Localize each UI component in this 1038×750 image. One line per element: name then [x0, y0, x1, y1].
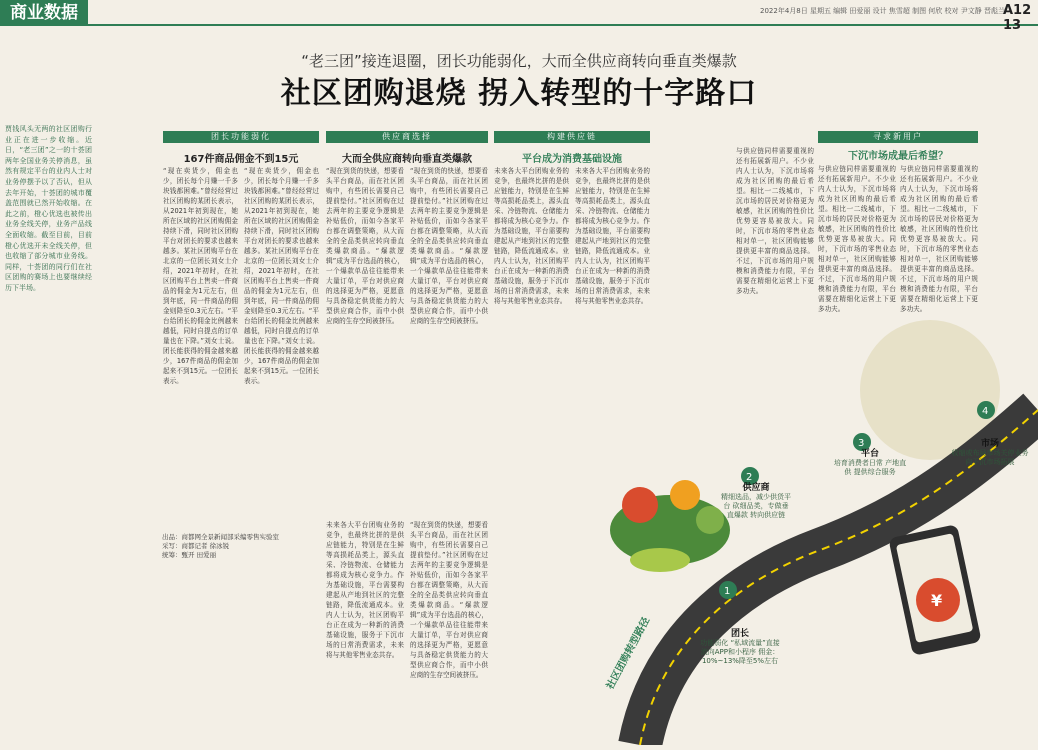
section-text-2a: “现在到货的快递，想要看头平台商品，而在社区团购中，有些团长需要自己提前垫付。”社区团购在过去两年的主要竞争逻辑是补贴低价，而如今各家平台都在调整策略，从大而全的全品类供应转向垂直类爆款商品。“爆款逻辑”成为平台选品的核心，一个爆款单品往往能带来大量订单，平台对供应商的选择更为严格，更愿意与具备稳定供货能力的大型供应商合作，而中小供应商的生存空间被挤压。: [326, 167, 404, 325]
section-bar-4: 寻求新用户: [818, 131, 978, 143]
stage-name-2: 供应商: [742, 483, 770, 493]
header-info: 2022年4月8日 星期五 编辑 田爱丽 设计 焦雪超 制图 何欣 校对 尹文静 晋彪兰: [760, 7, 1005, 15]
stage-desc-1: 功能弱化 “私域流量”直接流向APP和小程序 佣金：10%~13%降至5%左右: [700, 639, 780, 665]
stage-marker-4: [977, 401, 995, 419]
section-subtitle-1: 167件商品佣金不到15元: [183, 154, 299, 165]
section-bar-3: 构建供应链: [494, 131, 650, 143]
infographic-title: 下沉市场成最后希望？: [848, 151, 948, 162]
section-text-1a: “现在卖货少，佣金也少，团长每个月赚一千多块钱都困难。”曾经经营过社区团购的某团长表示，从2021年初到现在，她所在区域的社区团购佣金持续下滑，同时社区团购平台对团长的要求也越来越多。某社区团购平台在北京的一位团长刘女士介绍，2021年初时，在社区团购平台上售卖一件商品的佣金为1元左右，但到年底，同一件商品的佣金则降至0.3元左右。“平台给团长的佣金比例越来越低，同时自提点的订单量也在下降。”刘女士说。团长能获得的佣金越来越少，167件商品的佣金加起来不到15元。一位团长表示。: [163, 167, 238, 385]
credit-line-2: 采写：商都记者 徐冰锐: [162, 542, 230, 550]
section-bar-1: 团长功能弱化: [163, 131, 319, 143]
stage-desc-3: 培育消费者日常 产地直供 提供综合服务: [833, 459, 907, 476]
section-subtitle-2: 大而全供应商转向垂直类爆款: [342, 154, 472, 165]
stage-label-3: [832, 450, 908, 477]
stage-marker-1: [719, 581, 737, 599]
svg-text:3: 3: [858, 438, 865, 449]
section-text-2b: “现在到货的快递，想要看头平台商品，而在社区团购中，有些团长需要自己提前垫付。”社区团购在过去两年的主要竞争逻辑是补贴低价，而如今各家平台都在调整策略，从大而全的全品类供应转向垂直类爆款商品。“爆款逻辑”成为平台选品的核心，一个爆款单品往往能带来大量订单，平台对供应商的选择更为严格，更愿意与具备稳定供货能力的大型供应商合作，而中小供应商的生存空间被挤压。: [410, 167, 488, 325]
svg-text:1: 1: [724, 586, 731, 597]
section-bar-2: 供应商选择: [326, 131, 488, 143]
stage-label-4: [948, 440, 1032, 467]
section-text-3a: 未来各大平台团购业务的竞争，也最终比拼的是供应链能力，特别是在生鲜等高损耗品类上，源头直采、冷链物流、仓储能力都将成为核心竞争力。作为基础设施，平台需要构建起从产地到社区的完整链路，降低流通成本。业内人士认为，社区团购平台正在成为一种新的消费基础设施，服务于下沉市场的日常消费需求，未来将与其他零售业态共存。: [494, 167, 569, 305]
section-text-2d: 未来各大平台团购业务的竞争，也最终比拼的是供应链能力，特别是在生鲜等高损耗品类上，源头直采、冷链物流、仓储能力都将成为核心竞争力。作为基础设施，平台需要构建起从产地到社区的完整链路，降低流通成本。业内人士认为，社区团购平台正在成为一种新的消费基础设施，服务于下沉市场的日常消费需求，未来将与其他零售业态共存。: [326, 521, 404, 659]
stage-name-1: 团长: [730, 629, 749, 639]
section-subtitle-3: 平台成为消费基础设施: [522, 154, 622, 165]
credit-line-1: 出品：商都网全景新闻部采编零售实验室: [162, 533, 279, 541]
stage-label-2: [720, 484, 792, 520]
section-text-4b: 与供应链同样需要重视的还有拓展新用户。不少业内人士认为，下沉市场将成为社区团购的最后希望。相比一二线城市，下沉市场的居民对价格更为敏感，社区团购的性价比优势更容易被放大。同时，下沉市场的零售业态相对单一，社区团购能够提供更丰富的商品选择。不过，下沉市场的用户规模和消费能力有限，平台需要在精细化运营上下更多功夫。: [818, 165, 896, 313]
stage-name-3: 平台: [860, 449, 879, 459]
stage-name-4: 市场: [980, 439, 999, 449]
section-text-3b: 未来各大平台团购业务的竞争，也最终比拼的是供应链能力，特别是在生鲜等高损耗品类上，源头直采、冷链物流、仓储能力都将成为核心竞争力。作为基础设施，平台需要构建起从产地到社区的完整链路，降低流通成本。业内人士认为，社区团购平台正在成为一种新的消费基础设施，服务于下沉市场的日常消费需求，未来将与其他零售业态共存。: [575, 167, 650, 305]
phone-illustration: [888, 524, 981, 656]
stage-label-1: [700, 630, 780, 666]
section-text-1b: “现在卖货少，佣金也少，团长每个月赚一千多块钱都困难。”曾经经营过社区团购的某团长表示，从2021年初到现在，她所在区域的社区团购佣金持续下滑，同时社区团购平台对团长的要求也越来越多。某社区团购平台在北京的一位团长刘女士介绍，2021年初时，在社区团购平台上售卖一件商品的佣金为1元左右，但到年底，同一件商品的佣金则降至0.3元左右。“平台给团长的佣金比例越来越低，同时自提点的订单量也在下降。”刘女士说。团长能获得的佣金越来越少，167件商品的佣金加起来不到15元。一位团长表示。: [244, 167, 319, 385]
stage-desc-2: 精细选品，减少供货平台 砍细品类，专做垂直爆款 转向供应链: [721, 493, 791, 519]
road-infographic: [600, 280, 1038, 745]
page-number: A12 13: [1003, 3, 1032, 33]
grocery-illustration: [610, 480, 730, 572]
credits: [162, 533, 362, 560]
headline-kicker: “老三团”接连退圈，团长功能弱化，大而全供应商转向垂直类爆款: [301, 52, 737, 70]
section-text-2c: “现在到货的快递，想要看头平台商品，而在社区团购中，有些团长需要自己提前垫付。”社区团购在过去两年的主要竞争逻辑是补贴低价，而如今各家平台都在调整策略，从大而全的全品类供应转向垂直类爆款商品。“爆款逻辑”成为平台选品的核心，一个爆款单品往往能带来大量订单，平台对供应商的选择更为严格，更愿意与具备稳定供货能力的大型供应商合作，而中小供应商的生存空间被挤压。: [410, 521, 488, 679]
section-text-4a: 与供应链同样需要重视的还有拓展新用户。不少业内人士认为，下沉市场将成为社区团购的最后希望。相比一二线城市，下沉市场的居民对价格更为敏感，社区团购的性价比优势更容易被放大。同时，下沉市场的零售业态相对单一，社区团购能够提供更丰富的商品选择。不过，下沉市场的用户规模和消费能力有限，平台需要在精细化运营上下更多功夫。: [736, 147, 814, 295]
svg-text:2: 2: [746, 472, 753, 483]
stage-desc-4: 收缩或布局市场关停业务 向下沉市场拓展: [951, 449, 1029, 466]
lead-paragraph: 贾钱风头无两的社区团购行业正在进一步收缩。近日，“老三团”之一的十荟团两年全国业务关停消息，虽然有规定平台的业内人士对业务停摆予以了否认，但从去年开始，十荟团的城市覆盖范围就已然开始收缩。在此之前，橙心优选也被传出业务全线关停，业务产品线全面收缩。截至目前，目前橙心优选开未全线关停，但也收缩了部分城市业务线。同样，十荟团的同行们在社区团购的赛场上也要继续经历下半场。: [5, 125, 92, 292]
svg-text:¥: ¥: [931, 591, 943, 610]
svg-text:4: 4: [982, 406, 989, 417]
credit-line-3: 统筹：甄开 田爱丽: [162, 551, 217, 559]
vertical-road-label: 社区团购转型路径: [604, 615, 653, 692]
section-text-4c: 与供应链同样需要重视的还有拓展新用户。不少业内人士认为，下沉市场将成为社区团购的最后希望。相比一二线城市，下沉市场的居民对价格更为敏感，社区团购的性价比优势更容易被放大。同时，下沉市场的零售业态相对单一，社区团购能够提供更丰富的商品选择。不过，下沉市场的用户规模和消费能力有限，平台需要在精细化运营上下更多功夫。: [900, 165, 978, 313]
headline-title: 社区团购退烧 拐入转型的十字路口: [280, 76, 758, 111]
section-tab: 商业数据: [0, 0, 88, 26]
